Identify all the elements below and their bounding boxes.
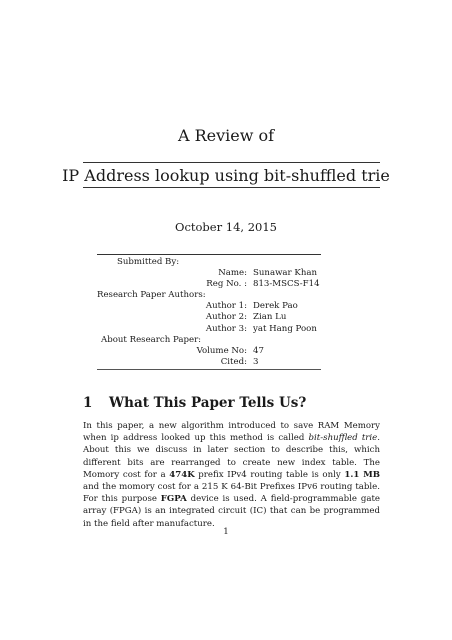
- paragraph-bold: 1.1 MB: [344, 469, 380, 480]
- paragraph-text: About this we discuss in later section to describe this, which different bits are rearranged to create new index table. The Momory cost for a: [83, 445, 380, 480]
- info-row-about: [97, 335, 321, 346]
- paragraph-bold: 474K: [169, 469, 195, 480]
- author2-value: Zian Lu: [253, 312, 287, 323]
- title-rule-bottom: [83, 187, 380, 188]
- paragraph-text: and the momory cost for a 215 K 64-Bit Prefixes IPv6 routing table. For this purpose: [83, 482, 380, 505]
- title-rule-top: [83, 162, 380, 163]
- document-date: October 14, 2015: [175, 220, 277, 234]
- section-heading: [83, 395, 306, 411]
- info-row-author3: [97, 324, 321, 335]
- info-table: [97, 257, 321, 368]
- info-row-authors: [97, 290, 321, 301]
- paragraph-emphasis: bit-shuffled trie.: [308, 433, 380, 444]
- info-row-submitted: [97, 257, 321, 268]
- author2-label: Author 2:: [205, 312, 247, 323]
- info-table-bottom-rule: [97, 369, 321, 370]
- info-row-name: [97, 268, 321, 279]
- cited-value: 3: [253, 356, 259, 367]
- paragraph-text: prefix IPv4 routing table is only: [194, 469, 345, 480]
- authors-heading: Research Paper Authors:: [97, 290, 206, 301]
- reg-label: Reg No. :: [206, 279, 247, 290]
- author1-value: Derek Pao: [253, 301, 298, 312]
- section-paragraph: [83, 420, 380, 530]
- paragraph-text: In this paper, a new algorithm introduced to save RAM Memory when ip address looked up this method is called: [83, 421, 380, 444]
- cited-label: Cited:: [220, 356, 247, 367]
- info-row-author1: [97, 301, 321, 312]
- name-label: Name:: [218, 268, 247, 279]
- submitted-heading: Submitted By:: [117, 257, 180, 267]
- section-title: What This Paper Tells Us?: [109, 395, 307, 411]
- paragraph-bold: FGPA: [160, 494, 187, 505]
- info-table-top-rule: [97, 254, 321, 255]
- author3-label: Author 3:: [205, 323, 247, 334]
- title-line-1: A Review of: [177, 126, 275, 145]
- about-heading: About Research Paper:: [101, 334, 202, 345]
- name-value: Sunawar Khan: [253, 268, 318, 279]
- volume-label: Volume No:: [196, 345, 247, 356]
- info-row-author2: [97, 312, 321, 323]
- reg-value: 813-MSCS-F14: [253, 279, 320, 290]
- page-number: 1: [223, 527, 229, 537]
- info-row-volume: [97, 346, 321, 357]
- section-number: 1: [83, 395, 93, 411]
- author1-label: Author 1:: [205, 301, 247, 312]
- info-row-reg: [97, 279, 321, 290]
- author3-value: yat Hang Poon: [253, 323, 317, 334]
- paragraph-text: device is used. A field-programmable gate array (FPGA) is an integrated circuit (IC) that can be programmed in the field after manufacture.: [83, 494, 380, 529]
- info-row-cited: [97, 357, 321, 368]
- title-line-2: IP Address lookup using bit-shuffled trie: [62, 166, 390, 185]
- volume-value: 47: [253, 345, 264, 356]
